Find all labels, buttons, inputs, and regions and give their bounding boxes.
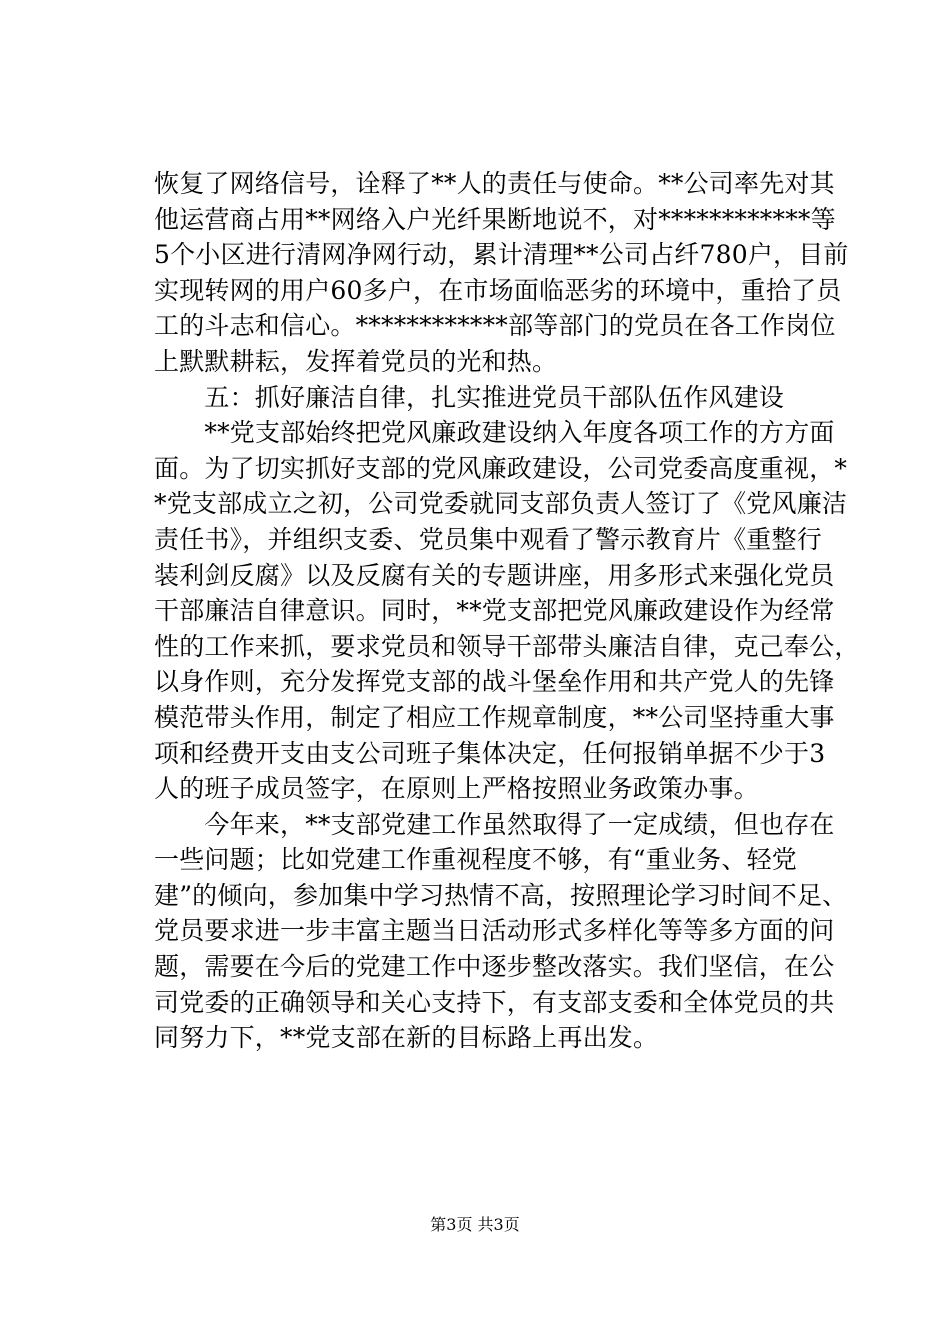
text-line: 面。为了切实抓好支部的党风廉政建设，公司党委高度重视，*	[154, 453, 848, 483]
text-line: 工的斗志和信心。************部等部门的党员在各工作岗位	[154, 311, 836, 341]
text-line: 司党委的正确领导和关心支持下，有支部支委和全体党员的共	[154, 987, 835, 1017]
page-number-footer: 第3页 共3页	[430, 1215, 520, 1234]
text-line: 今年来，**支部党建工作虽然取得了一定成绩，但也存在	[154, 809, 835, 839]
text-line: 项和经费开支由支公司班子集体决定，任何报销单据不少于3	[154, 738, 826, 768]
text-line: 装利剑反腐》以及反腐有关的专题讲座，用多形式来强化党员	[154, 560, 835, 590]
text-line: **党支部始终把党风廉政建设纳入年度各项工作的方方面	[154, 418, 835, 448]
text-line: 一些问题；比如党建工作重视程度不够，有“重业务、轻党	[154, 845, 797, 875]
text-line: 他运营商占用**网络入户光纤果断地说不，对************等	[154, 204, 836, 234]
document-body	[154, 166, 860, 1056]
text-line: 人的班子成员签字，在原则上严格按照业务政策办事。	[154, 774, 759, 804]
text-line: 模范带头作用，制定了相应工作规章制度，**公司坚持重大事	[154, 702, 835, 732]
text-line: 党员要求进一步丰富主题当日活动形式多样化等等多方面的问	[154, 916, 835, 946]
text-line: *党支部成立之初，公司党委就同支部负责人签订了《党风廉洁	[154, 489, 848, 519]
text-line: 干部廉洁自律意识。同时，**党支部把党风廉政建设作为经常	[154, 596, 835, 626]
text-line: 同努力下，**党支部在新的目标路上再出发。	[154, 1023, 659, 1053]
text-line: 实现转网的用户60多户，在市场面临恶劣的环境中，重拾了员	[154, 275, 842, 305]
text-line: 性的工作来抓，要求党员和领导干部带头廉洁自律，克己奉公，	[154, 631, 860, 661]
text-line: 恢复了网络信号，诠释了**人的责任与使命。**公司率先对其	[154, 169, 835, 198]
text-line: 5个小区进行清网净网行动，累计清理**公司占纤780户，目前	[154, 240, 849, 270]
text-line: 题，需要在今后的党建工作中逐步整改落实。我们坚信，在公	[154, 952, 835, 982]
text-line: 责任书》，并组织支委、党员集中观看了警示教育片《重整行	[154, 524, 822, 554]
text-line: 建”的倾向，参加集中学习热情不高，按照理论学习时间不足、	[154, 880, 848, 910]
text-line: 上默默耕耘，发挥着党员的光和热。	[154, 346, 558, 376]
text-line: 以身作则，充分发挥党支部的战斗堡垒作用和共产党人的先锋	[154, 667, 835, 697]
section-heading: 五：抓好廉洁自律，扎实推进党员干部队伍作风建设	[154, 382, 785, 412]
